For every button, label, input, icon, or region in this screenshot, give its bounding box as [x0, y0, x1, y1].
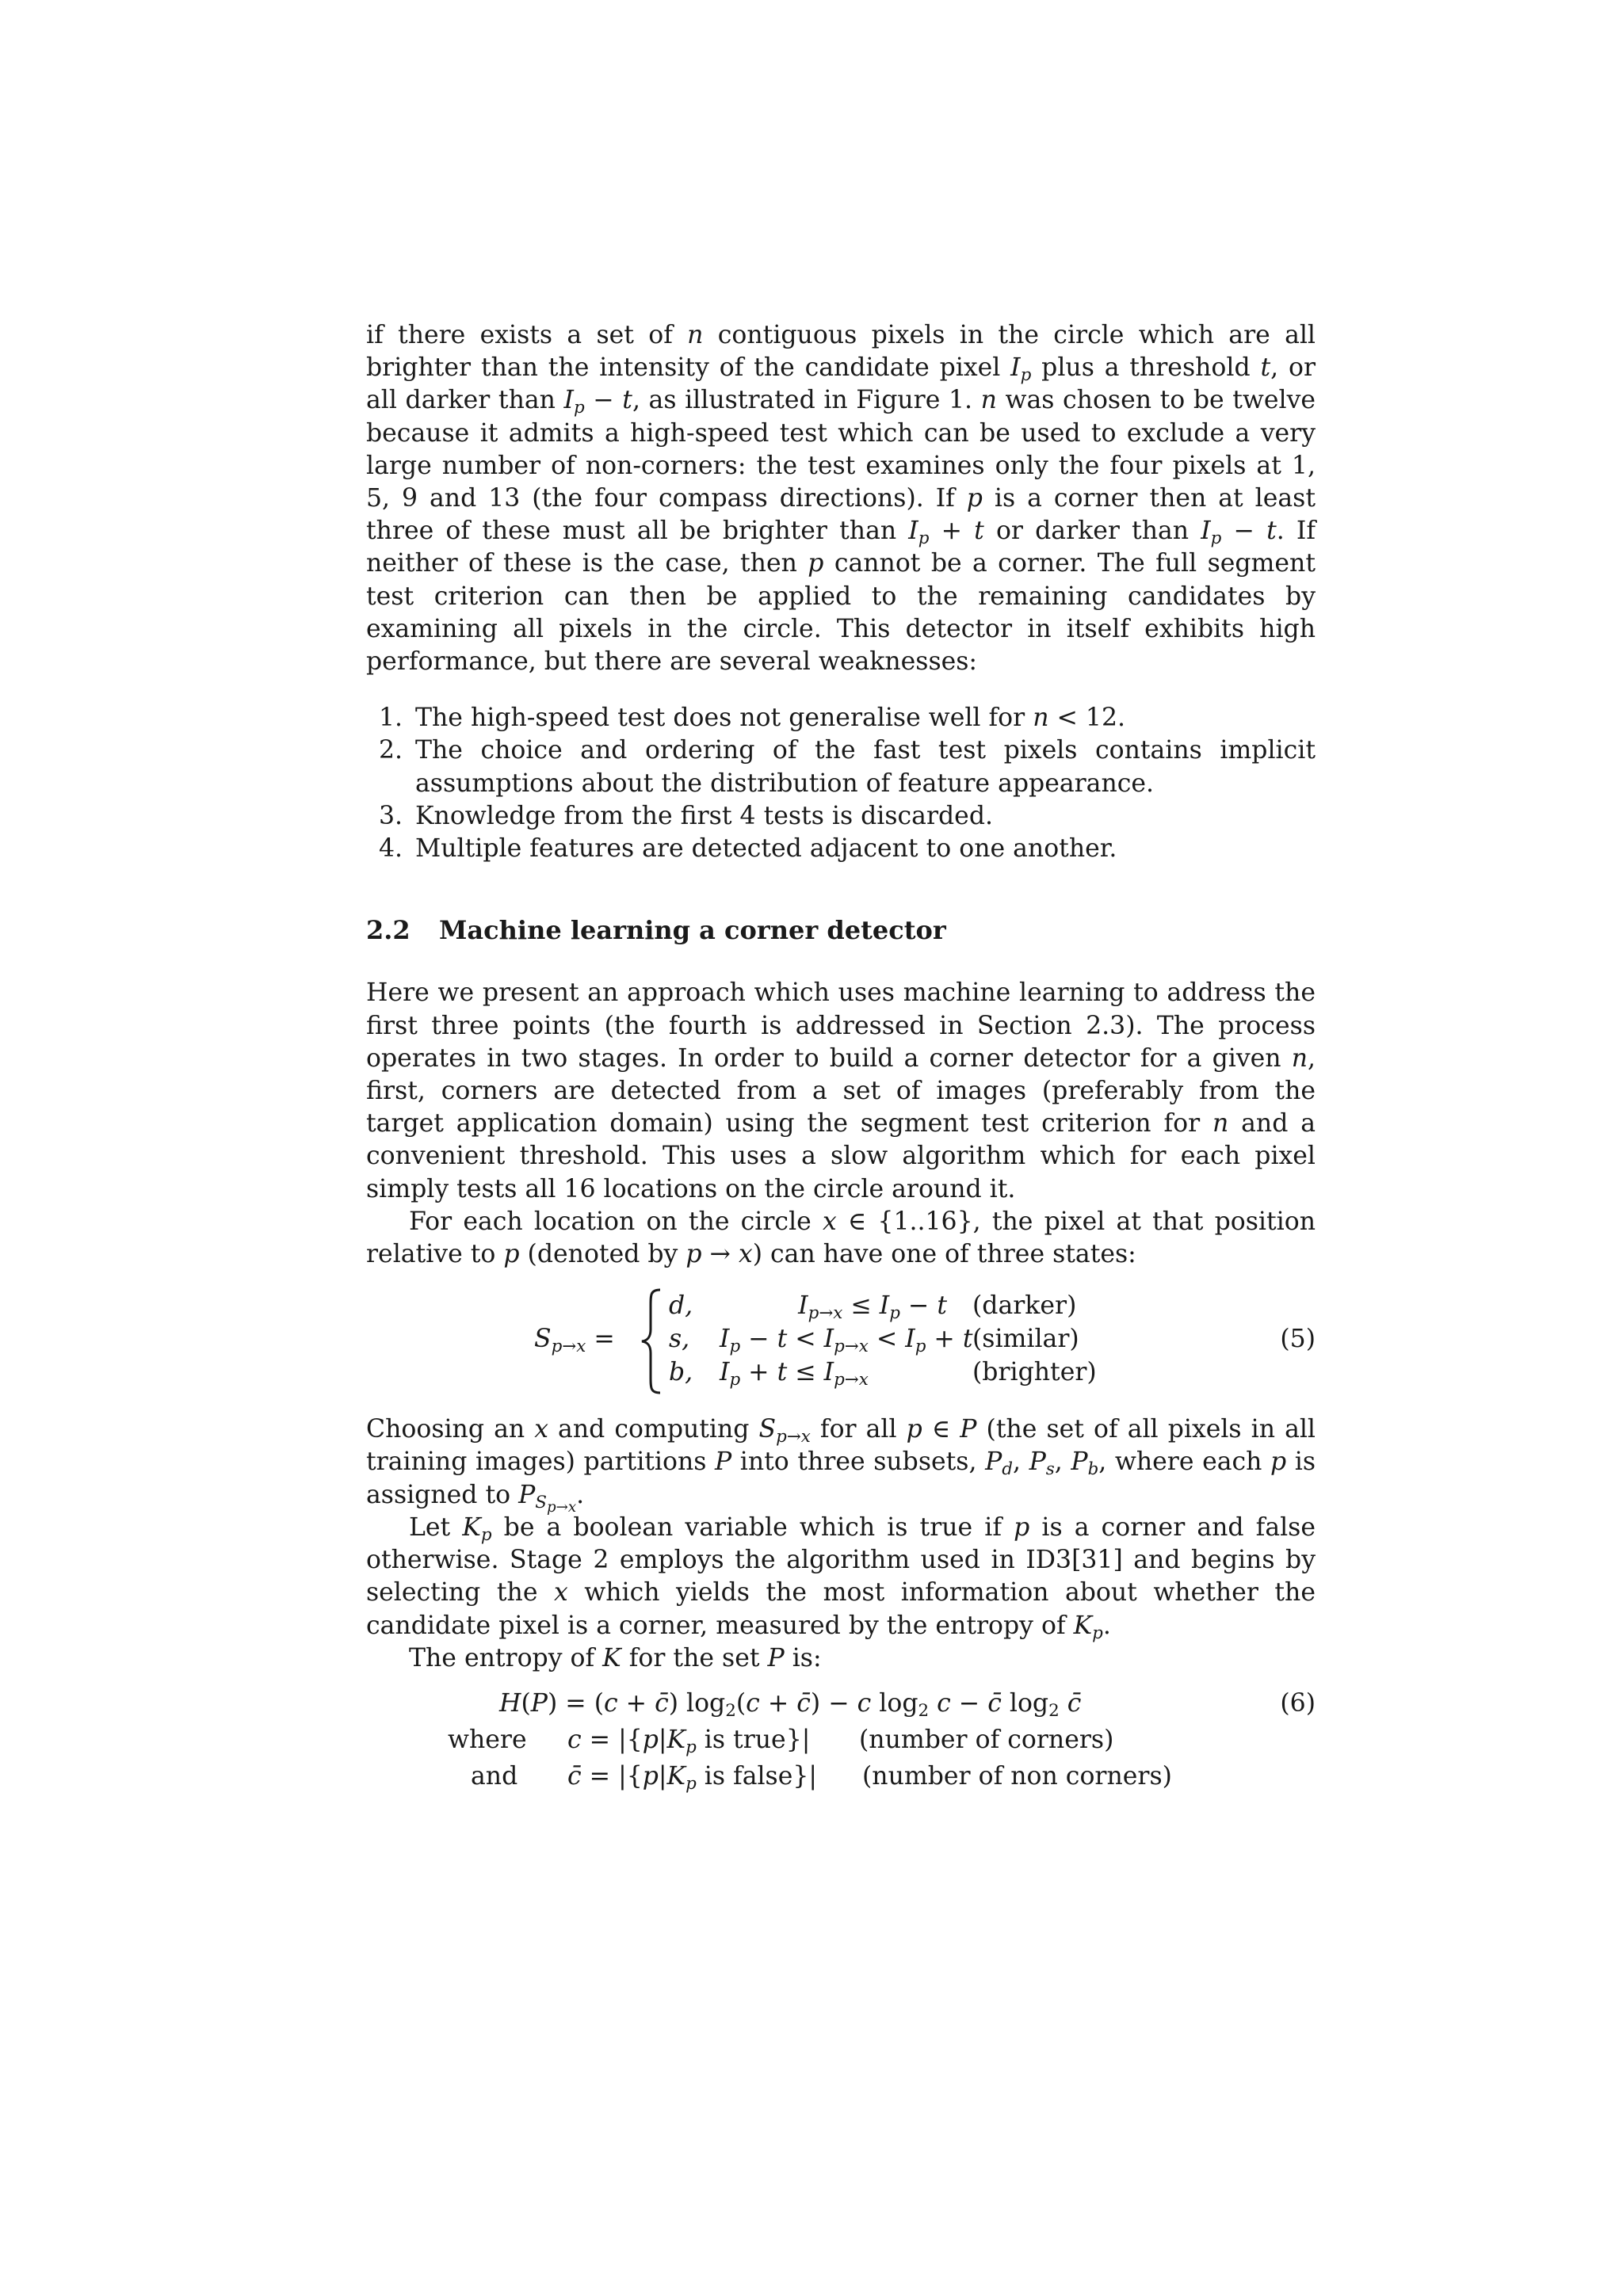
- body-column: [366, 319, 1316, 1798]
- eq6-main: H(P) = (c + c̄) $\log_2(c$ + c̄) − c $\log_2 c$ − c̄ $\log_2$ c̄: [499, 1688, 1082, 1721]
- list-item: 3. Knowledge from the first 4 tests is discarded.: [379, 801, 993, 830]
- eq5-lhs: $S_{p\to x}$ =: [534, 1325, 615, 1357]
- equation-number: (6): [1280, 1688, 1316, 1718]
- paragraph-partition: Choosing an x and computing $S_{p\to x}$ for all p ∈ P (the set of all pixels in all training images) partitions P into three subsets, $P_d$, $P_s$, $P_b$, where each p is assigned to $P_{S_{p\to x}}$.: [366, 1415, 1316, 1516]
- paragraph-approach: Here we present an approach which uses machine learning to address the first three points (the fourth is addressed in Section 2.3). The process operates in two stages. In order to build a corner detector for a given n, first, corners are detected from a set of images (preferably from the target application domain) using the segment test criterion for n and a convenient threshold. This uses a slow algorithm which for each pixel simply tests all 16 locations on the circle around it.: [366, 978, 1316, 1203]
- equation-6: H(P) = (c + c̄) $\log_2(c$ + c̄) − c $\log_2 c$ − c̄ $\log_2$ c̄ (6) where $c = |\{p|K_p$ is true}| (number of corners) and c̄ = $|\{p|K_p$ is false}| (number of non corners): [448, 1688, 1316, 1794]
- paragraph-entropy: The entropy of K for the set P is:: [409, 1643, 822, 1672]
- section-title: Machine learning a corner detector: [439, 915, 946, 946]
- weaknesses-list: [366, 702, 1316, 865]
- equation-5: $S_{p\to x}$ = d, s, b, $I_{p\to x} \le I_p - t$ $I_p - t < I_{p\to x} < I_p + t$ $I_p + t \le I_{p\to x}$ (darker) (similar) (brighter) (5): [366, 1282, 1316, 1401]
- paragraph-states: For each location on the circle x ∈ {1..16}, the pixel at that position relative to p (denoted by p → x) can have one of three states:: [366, 1207, 1316, 1269]
- section-number: 2.2: [366, 915, 411, 946]
- paragraph-kp: Let $K_p$ be a boolean variable which is true if p is a corner and false otherwise. Stage 2 employs the algorithm used in ID3[31] and begins by selecting the x which yields the most information about whether the candidate pixel is a corner, measured by the entropy of $K_p$.: [366, 1512, 1316, 1643]
- section-heading: [366, 914, 1316, 947]
- list-item: 2. The choice and ordering of the fast test pixels contains implicit assumptions about the distribution of feature appearance.: [379, 736, 1316, 798]
- paragraph-segment-test: if there exists a set of n contiguous pixels in the circle which are all brighter than the intensity of the candidate pixel $I_p$ plus a threshold t, or all darker than $I_p - t$, as illustrated in Figure 1. n was chosen to be twelve because it admits a high-speed test which can be used to exclude a very large number of non-corners: the test examines only the four pixels at 1, 5, 9 and 13 (the four compass directions). If p is a corner then at least three of these must all be brighter than $I_p + t$ or darker than $I_p - t$. If neither of these is the case, then p cannot be a corner. The full segment test criterion can then be applied to the remaining candidates by examining all pixels in the circle. This detector in itself exhibits high performance, but there are several weaknesses:: [366, 321, 1316, 677]
- list-item: 1. The high-speed test does not generalise well for n < 12.: [379, 704, 1126, 733]
- list-item: 4. Multiple features are detected adjacent to one another.: [379, 834, 1117, 864]
- equation-number: (5): [1280, 1325, 1316, 1354]
- left-brace-icon: [640, 1288, 663, 1394]
